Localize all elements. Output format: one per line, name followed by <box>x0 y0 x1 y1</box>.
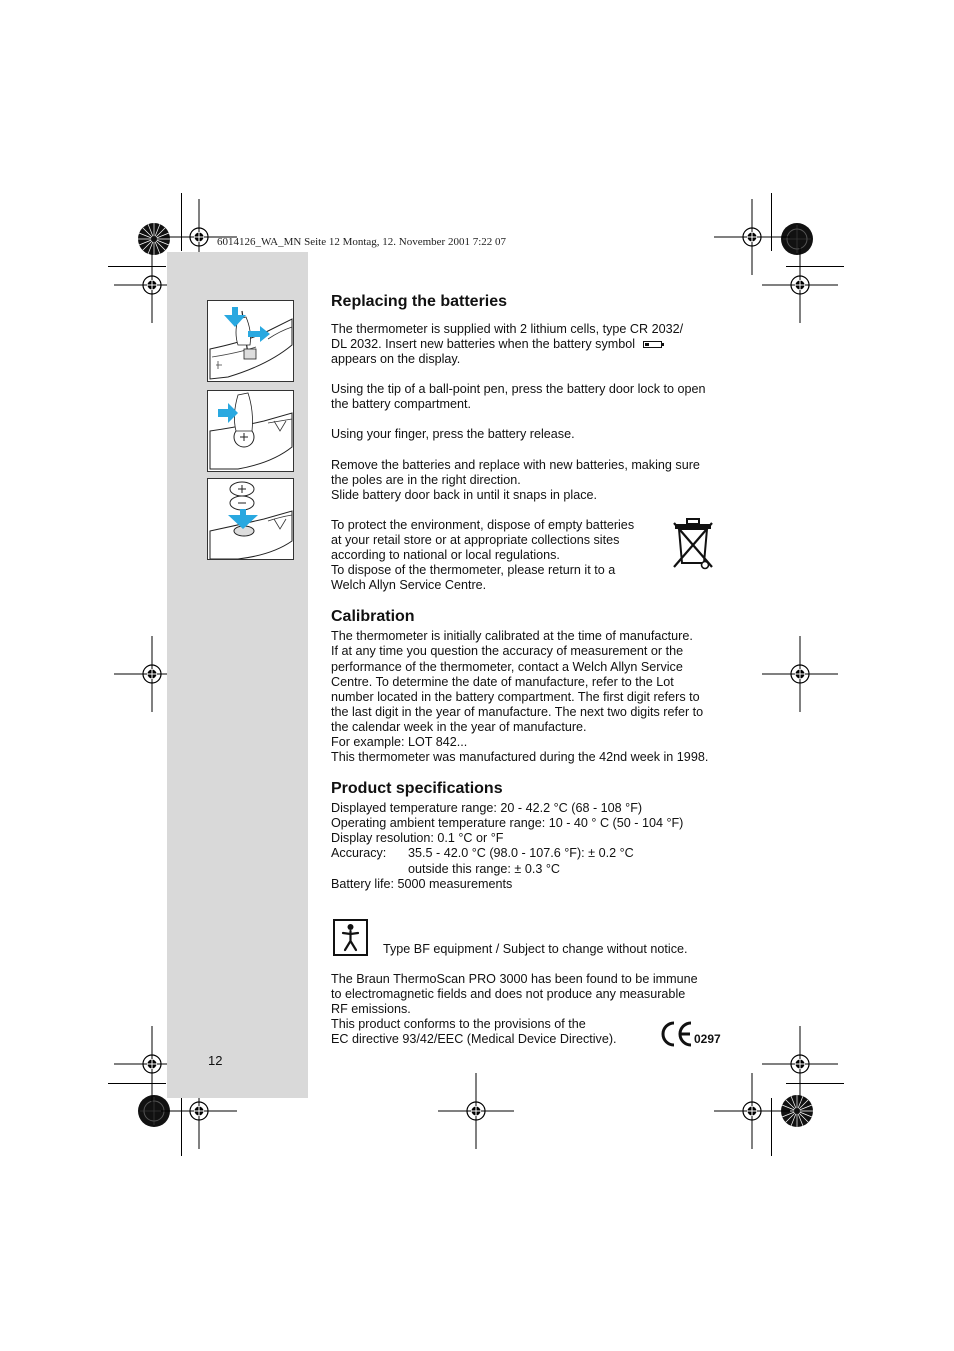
text-line: Welch Allyn Service Centre. <box>331 578 487 593</box>
spec-line: Battery life: 5000 measurements <box>331 876 513 891</box>
print-header: 6014126_WA_MN Seite 12 Montag, 12. November 2001 7:22 07 <box>217 236 507 248</box>
main-content <box>331 292 731 892</box>
crossed-out-bin-icon <box>671 515 715 571</box>
type-bf-icon <box>333 919 368 956</box>
spec-line: outside this range: ± 0.3 °C <box>408 861 560 876</box>
illustration-open-battery-door <box>207 300 294 382</box>
text-line: This thermometer was manufactured during the 42nd week in 1998. <box>331 750 709 765</box>
spec-line: Display resolution: 0.1 °C or °F <box>331 831 504 846</box>
text-line: If at any time you question the accuracy of measurement or the <box>331 644 684 659</box>
ce-notified-body-number: 0297 <box>694 1032 721 1046</box>
text-line: EC directive 93/42/EEC (Medical Device Directive). <box>331 1032 617 1047</box>
text-line: at your retail store or at appropriate collections sites <box>331 532 620 547</box>
battery-step-replace <box>331 458 731 503</box>
text-line: Remove the batteries and replace with new batteries, making sure <box>331 457 700 472</box>
text-line: To dispose of the thermometer, please return it to a <box>331 563 616 578</box>
text-line: the poles are in the right direction. <box>331 472 521 487</box>
text-line: This product conforms to the provisions of the <box>331 1017 586 1032</box>
battery-intro <box>331 322 731 367</box>
page-number: 12 <box>208 1053 223 1068</box>
text-line: The thermometer is supplied with 2 lithium cells, type CR 2032/ <box>331 322 684 336</box>
ce-mark-icon <box>660 1020 694 1048</box>
text-line: The thermometer is initially calibrated at the time of manufacture. <box>331 629 693 644</box>
text-line: Using your finger, press the battery release. <box>331 427 575 442</box>
text-line: Centre. To determine the date of manufacture, refer to the Lot <box>331 674 674 689</box>
battery-step-release <box>331 427 731 442</box>
battery-icon <box>643 340 665 349</box>
text-line: For example: LOT 842... <box>331 734 468 749</box>
section-title-calibration: Calibration <box>331 608 415 626</box>
text-line: the last digit in the year of manufacture. The next two digits refer to <box>331 704 704 719</box>
text-line: the battery compartment. <box>331 397 471 412</box>
text-line: Using the tip of a ball-point pen, press the battery door lock to open <box>331 382 706 397</box>
spec-line: Operating ambient temperature range: 10 - 40 ° C (50 - 104 °F) <box>331 816 684 831</box>
text-line: Slide battery door back in until it snaps in place. <box>331 487 598 502</box>
spec-line: Displayed temperature range: 20 - 42.2 °C (68 - 108 °F) <box>331 801 643 816</box>
text-line: The Braun ThermoScan PRO 3000 has been found to be immune <box>331 972 698 986</box>
text-line: the calendar week in the year of manufacture. <box>331 719 587 734</box>
text-line: appears on the display. <box>331 352 461 367</box>
section-title-replacing-batteries: Replacing the batteries <box>331 293 508 310</box>
battery-step-open <box>331 382 731 412</box>
type-bf-note: Type BF equipment / Subject to change without notice. <box>383 942 688 956</box>
text-line: RF emissions. <box>331 1002 411 1017</box>
illustration-insert-batteries <box>207 478 294 560</box>
calibration-text <box>331 629 731 765</box>
text-line: according to national or local regulations. <box>331 548 560 563</box>
spec-line: Accuracy: 35.5 - 42.0 °C (98.0 - 107.6 °F): ± 0.2 °C <box>331 846 634 861</box>
text-line: to electromagnetic fields and does not produce any measurable <box>331 987 686 1002</box>
specifications-list <box>331 801 731 892</box>
text-line: number located in the battery compartment. The first digit refers to <box>331 689 700 704</box>
environment-notice <box>331 518 731 593</box>
text-line: DL 2032. Insert new batteries when the battery symbol <box>331 337 731 352</box>
text-line: performance of the thermometer, contact a Welch Allyn Service <box>331 659 683 674</box>
illustration-battery-release <box>207 390 294 472</box>
section-title-specifications: Product specifications <box>331 780 503 798</box>
text-line: To protect the environment, dispose of empty batteries <box>331 517 635 532</box>
